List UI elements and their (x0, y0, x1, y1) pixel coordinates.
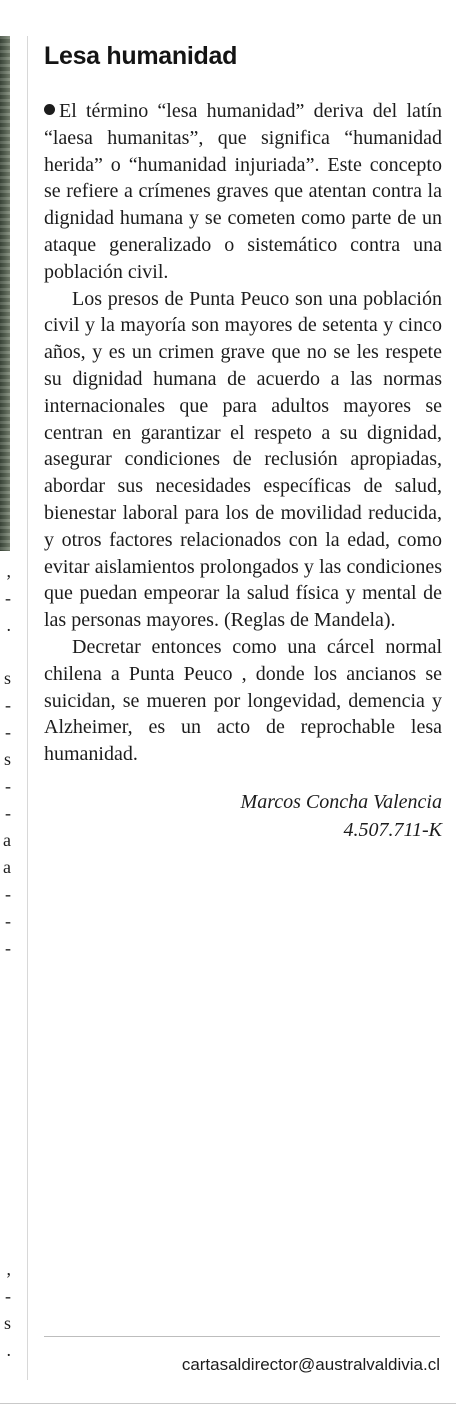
column-fragment: - (5, 588, 11, 608)
column-fragment: , (6, 1259, 11, 1279)
column-fragment: - (5, 911, 11, 931)
column-fragment: , (6, 561, 11, 581)
article-paragraph: Los presos de Punta Peuco son una población civil y la mayoría son mayores de setenta y cinco años, y es un crimen grave que no se les respete su dignidad humana de acuerdo a las normas internacionales que para adultos mayores se centran en garantizar el respeto a su dignidad, asegurar condiciones de reclusión apropiadas, abordar sus necesidades específicas de salud, bienestar laboral para los de movilidad reducida, y otros factores relacionados con la edad, como evitar aislamientos prolongados y las condiciones que puedan empeorar la salud física y mental de las personas mayores. (Reglas de Mandela). (44, 287, 442, 632)
page-bottom-rule (0, 1403, 456, 1404)
author-id: 4.507.711-K (343, 818, 442, 841)
column-fragment: a (3, 857, 11, 877)
photo-edge (0, 36, 10, 551)
column-fragment: a (3, 830, 11, 850)
paragraph-text: El término “lesa humanidad” deriva del latín “laesa humanitas”, que significa “humanidad herida” o “humanidad injuriada”. Este concepto se refiere a crímenes graves que atentan contra la dignidad humana y se cometen como parte de un ataque generalizado o sistemático contra una población civil. (44, 100, 442, 283)
column-fragment: . (6, 615, 11, 635)
column-fragment: - (5, 1286, 11, 1306)
column-fragment: - (5, 695, 11, 715)
author-name: Marcos Concha Valencia (240, 790, 442, 813)
bullet-icon (44, 104, 55, 115)
column-fragment: s (3, 749, 11, 769)
column-fragment: - (5, 803, 11, 823)
column-divider (27, 36, 28, 1380)
signature-block (44, 788, 442, 844)
column-fragment: - (5, 722, 11, 742)
column-fragment: s (3, 1313, 11, 1333)
adjacent-column (0, 0, 12, 1420)
contact-email[interactable]: cartasaldirector@australvaldivia.cl (181, 1355, 440, 1374)
letter-article (44, 40, 442, 844)
article-headline: Lesa humanidad (44, 42, 238, 70)
column-fragment: - (5, 938, 11, 958)
footer-divider (44, 1336, 440, 1337)
article-paragraph (44, 98, 442, 286)
column-fragment: - (5, 776, 11, 796)
article-paragraph: Decretar entonces como una cárcel normal chilena a Punta Peuco , donde los ancianos se suicidan, se mueren por longevidad, demencia y Alzheimer, es un acto de reprochable lesa humanidad. (44, 635, 442, 766)
column-fragment: . (6, 1340, 11, 1360)
column-fragment: s (3, 668, 11, 688)
column-fragment: - (5, 884, 11, 904)
